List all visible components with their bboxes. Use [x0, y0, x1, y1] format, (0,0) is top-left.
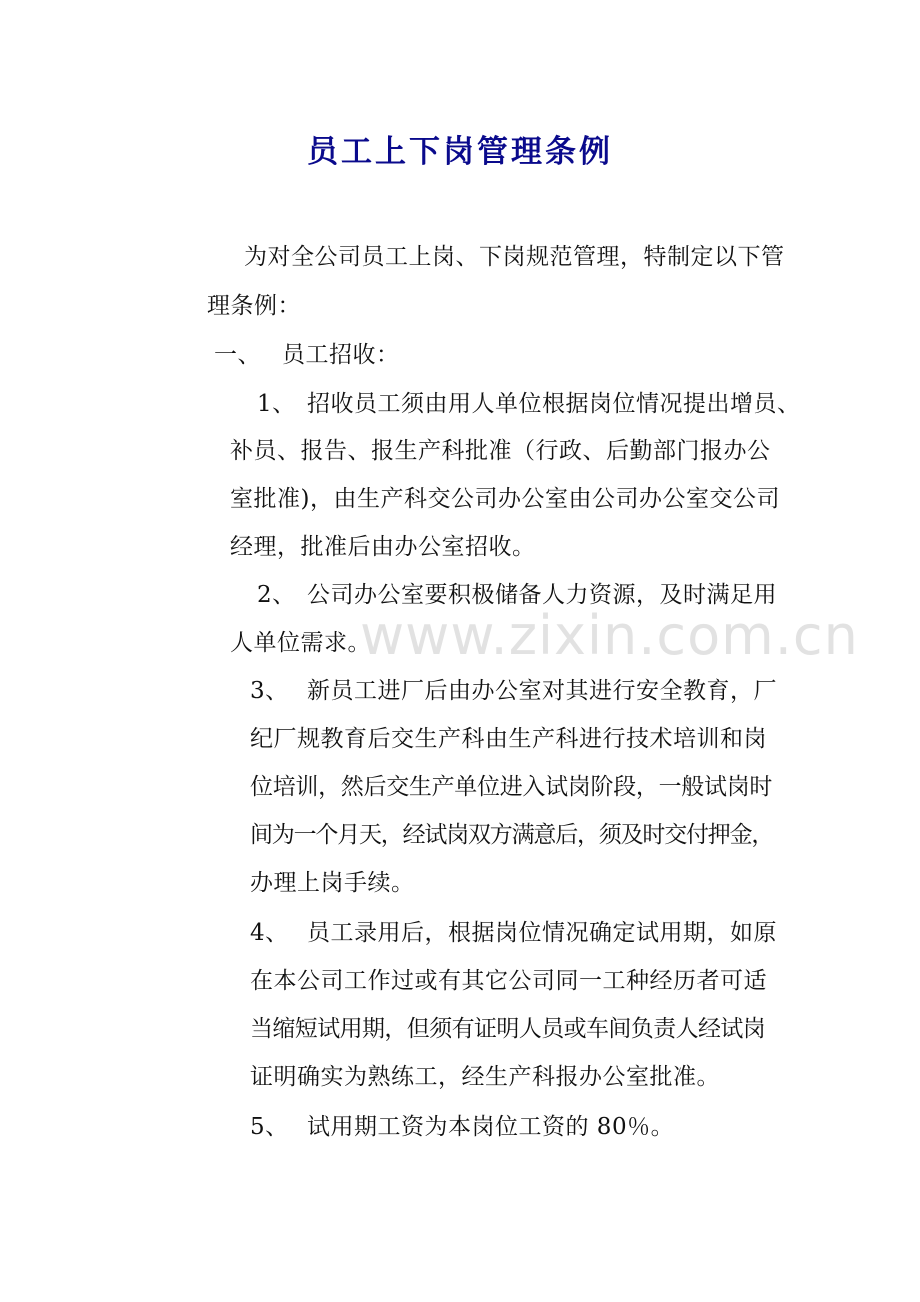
section-heading-text: 员工招收： — [282, 342, 400, 368]
item-number: 3、 — [250, 678, 289, 704]
item-4-line-4: 证明确实为熟练工，经生产科报办公室批准。 — [250, 1064, 720, 1090]
item-4-line-3: 当缩短试用期，但须有证明人员或车间负责人经试岗 — [250, 1016, 766, 1042]
item-1-line-4: 经理，批准后由办公室招收。 — [230, 534, 536, 560]
item-number: 1、 — [257, 391, 296, 417]
item-1-line-1 — [257, 389, 801, 419]
item-3-line-2: 纪厂规教育后交生产科由生产科进行技术培训和岗 — [250, 726, 767, 752]
intro-line-2: 理条例： — [207, 293, 301, 319]
item-number: 4、 — [250, 920, 289, 946]
item-1-line-3: 室批准)，由生产科交公司办公室由公司办公室交公司 — [230, 486, 780, 512]
item-3-line-4: 间为一个月天，经试岗双方满意后，须及时交付押金， — [250, 822, 774, 848]
item-text: 试用期工资为本岗位工资的 80％。 — [307, 1114, 675, 1140]
item-number: 5、 — [250, 1114, 289, 1140]
item-text: 公司办公室要积极储备人力资源，及时满足用 — [307, 582, 777, 608]
item-text: 招收员工须由用人单位根据岗位情况提出增员、 — [307, 391, 801, 417]
document-title: 员工上下岗管理条例 — [307, 134, 613, 170]
item-4-line-1 — [250, 918, 777, 948]
watermark: www.zixin.com.cn — [360, 604, 859, 667]
section-marker: 一、 — [214, 342, 261, 368]
item-2-line-2: 人单位需求。 — [230, 630, 371, 656]
item-5-line-1 — [250, 1112, 674, 1142]
item-text: 员工录用后，根据岗位情况确定试用期，如原 — [307, 920, 777, 946]
item-3-line-5: 办理上岗手续。 — [250, 870, 415, 896]
intro-line-1: 为对全公司员工上岗、下岗规范管理，特制定以下管 — [244, 244, 785, 270]
item-3-line-3: 位培训，然后交生产单位进入试岗阶段，一般试岗时 — [250, 774, 773, 800]
item-1-line-2: 补员、报告、报生产科批准（行政、后勤部门报办公 — [230, 438, 771, 464]
section-heading — [214, 340, 400, 370]
item-number: 2、 — [257, 582, 296, 608]
item-4-line-2: 在本公司工作过或有其它公司同一工种经历者可适 — [250, 968, 767, 994]
item-3-line-1 — [250, 676, 777, 706]
item-text: 新员工进厂后由办公室对其进行安全教育，厂 — [307, 678, 777, 704]
